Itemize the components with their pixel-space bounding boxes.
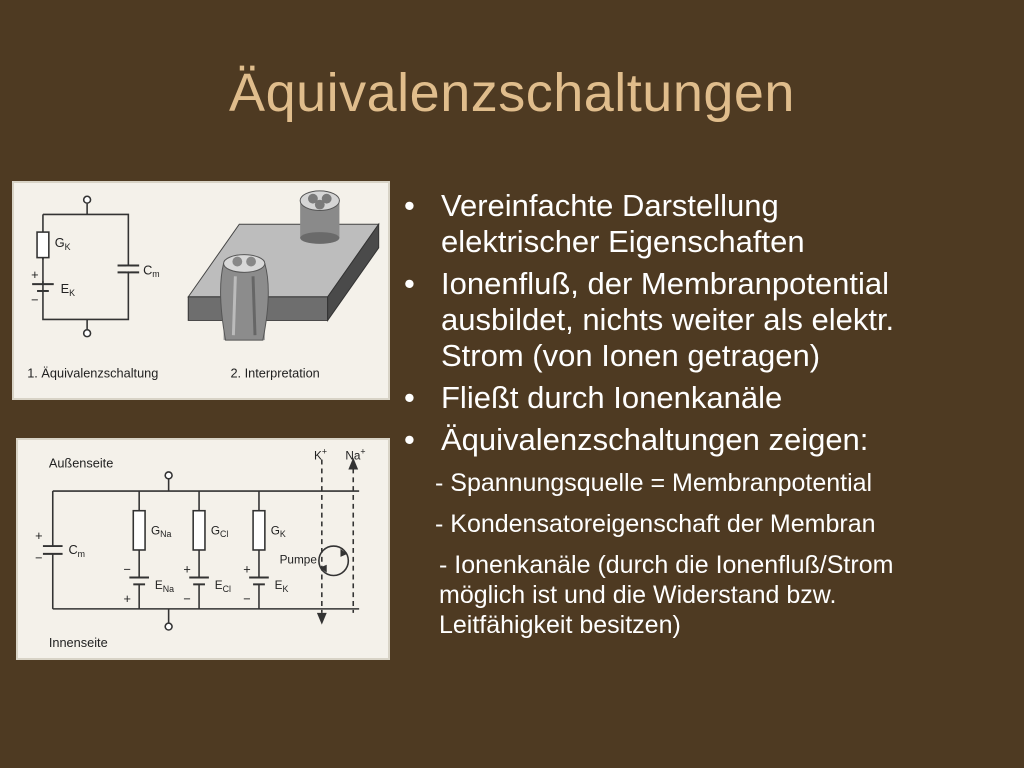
bullet-line: Vereinfachte Darstellung [441,188,779,223]
membrane-circuit-diagram [18,440,388,658]
bullet-list [404,188,1019,640]
bullet-item [404,422,1019,458]
bullet-line: Strom (von Ionen getragen) [441,338,821,373]
na-ion-label: Na+ [345,446,366,463]
gk-label: $G_K$ [54,234,71,252]
pump-label: Pumpe [279,553,317,567]
bullet-line: elektrischer Eigenschaften [441,224,805,259]
cm-plus: + [35,528,43,544]
sub-item-line: - Ionenkanäle (durch die Ionenfluß/Strom [439,551,894,579]
k-ion-label: K+ [313,446,327,463]
gna-label: $G_{Na}$ [150,524,172,540]
gcl-label: $G_{Cl}$ [210,524,229,540]
bullet-line: Fließt durch Ionenkanäle [441,380,783,415]
k-battery-minus: − [243,591,251,607]
bullet-item [404,188,1019,260]
bullet-line: Ionenfluß, der Membranpotential [441,266,890,301]
sub-item-line: Leitfähigkeit besitzen) [439,611,681,639]
ecl-label: $E_{Cl}$ [214,579,231,595]
bullet-marker: • [404,266,415,301]
cm-label: $C_m$ [68,541,86,559]
na-battery-plus: + [123,591,131,607]
minus-sign: − [31,291,39,307]
equivalent-circuit-figure [12,181,390,400]
bullet-line: Äquivalenzschaltungen zeigen: [441,422,869,457]
gk-label: $G_K$ [270,524,286,540]
bullet-marker: • [404,188,415,223]
figure1-left-caption: 1. Äquivalenzschaltung [27,365,159,381]
sub-item-line: möglich ist und die Widerstand bzw. [439,581,837,609]
plus-sign: + [31,267,39,283]
bullet-line: ausbildet, nichts weiter als elektr. [441,302,895,337]
sub-item: - Spannungsquelle = Membranpotential [435,469,873,497]
cl-battery-minus: − [183,591,191,607]
ena-label: $E_{Na}$ [154,579,175,595]
sub-item: - Kondensatoreigenschaft der Membran [435,510,876,538]
inside-label: Innenseite [48,635,108,651]
bullet-marker: • [404,380,415,415]
cm-label: $C_m$ [143,262,160,280]
bullet-item [404,266,1019,374]
membrane-illustration [188,191,378,340]
figure1-right-caption: 2. Interpretation [230,365,320,381]
cl-battery-plus: + [183,561,191,577]
ek-label: $E_K$ [274,579,289,595]
equivalent-circuit-diagram [14,183,388,398]
bullet-item [404,380,1019,416]
bullet-marker: • [404,422,415,457]
membrane-circuit-figure [16,438,390,660]
k-battery-plus: + [243,561,251,577]
ek-label: $E_K$ [60,280,76,298]
cm-minus: − [35,549,43,565]
outside-label: Außenseite [48,455,114,471]
sub-item [439,550,1019,640]
slide-title: Äquivalenzschaltungen [229,63,795,123]
na-battery-minus: − [123,561,131,577]
